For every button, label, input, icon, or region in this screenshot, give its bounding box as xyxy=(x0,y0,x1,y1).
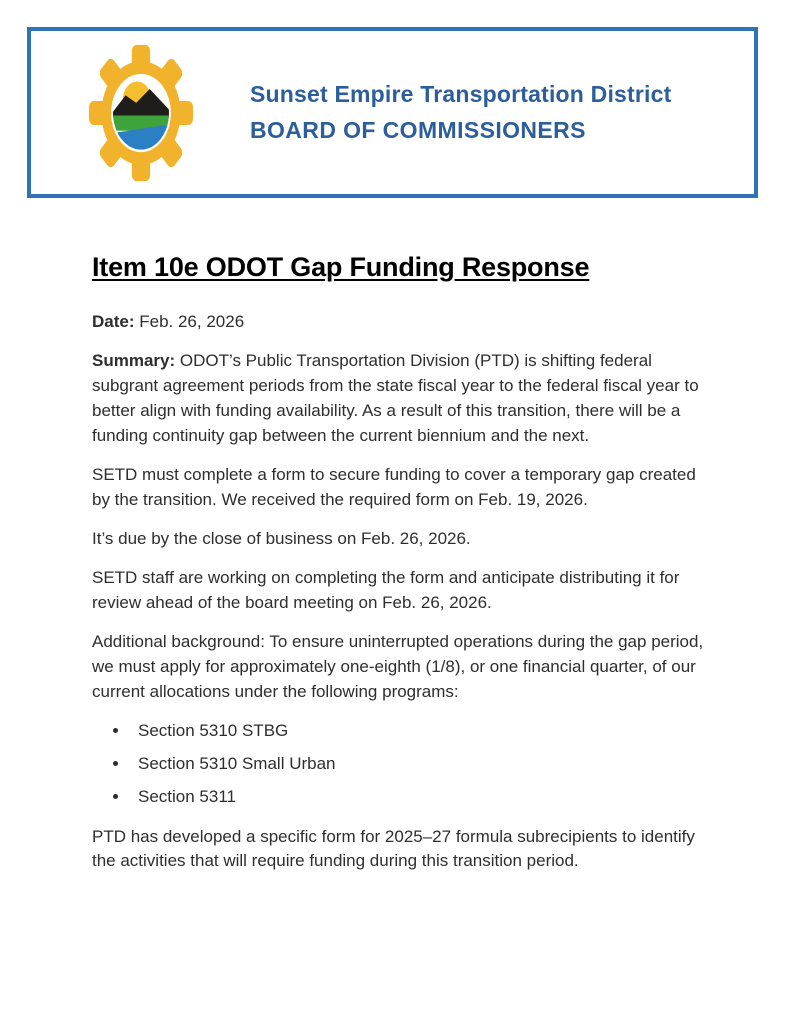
date-value: Feb. 26, 2026 xyxy=(134,312,245,332)
org-logo xyxy=(88,42,194,184)
paragraph-staff-status: SETD staff are working on completing the form and anticipate distributing it for review ahead of the board meeting on Feb. 26, 2026. xyxy=(92,568,680,613)
org-name: Sunset Empire Transportation District xyxy=(250,80,672,107)
program-list xyxy=(92,718,704,809)
org-subtitle: BOARD OF COMMISSIONERS xyxy=(250,117,586,143)
page-title: Item 10e ODOT Gap Funding Response xyxy=(92,252,590,282)
list-item-section-5310-stbg: • Section 5310 STBG xyxy=(130,718,704,743)
gear-landscape-logo-icon xyxy=(88,42,194,184)
list-item-section-5311: • Section 5311 xyxy=(130,784,704,809)
paragraph-due-date: It’s due by the close of business on Feb. 26, 2026. xyxy=(92,529,471,549)
summary-text: ODOT’s Public Transportation Division (PTD) is shifting federal subgrant agreement periods from the state fiscal year to the federal fiscal year to better align with funding availability. As a result of this transition, there will be a funding continuity gap between the current biennium and the next. xyxy=(92,351,699,446)
paragraph-additional-background: Additional background: To ensure uninterrupted operations during the gap period, we must apply for approximately one-eighth (1/8), or one financial quarter, of our current allocations under the following programs: xyxy=(92,632,704,702)
summary-paragraph xyxy=(92,348,704,448)
list-item-section-5310-small-urban: • Section 5310 Small Urban xyxy=(130,751,704,776)
document-body xyxy=(92,252,704,887)
summary-label: Summary: xyxy=(92,351,176,371)
paragraph-form-required: SETD must complete a form to secure funding to cover a temporary gap created by the transition. We received the required form on Feb. 19, 2026. xyxy=(92,465,696,510)
letterhead xyxy=(27,27,758,198)
closing-paragraph: PTD has developed a specific form for 2025–27 formula subrecipients to identify the activities that will require funding during this transition period. xyxy=(92,827,695,871)
date-label: Date: xyxy=(92,312,135,332)
letterhead-text xyxy=(250,82,671,144)
date-line xyxy=(92,309,704,334)
